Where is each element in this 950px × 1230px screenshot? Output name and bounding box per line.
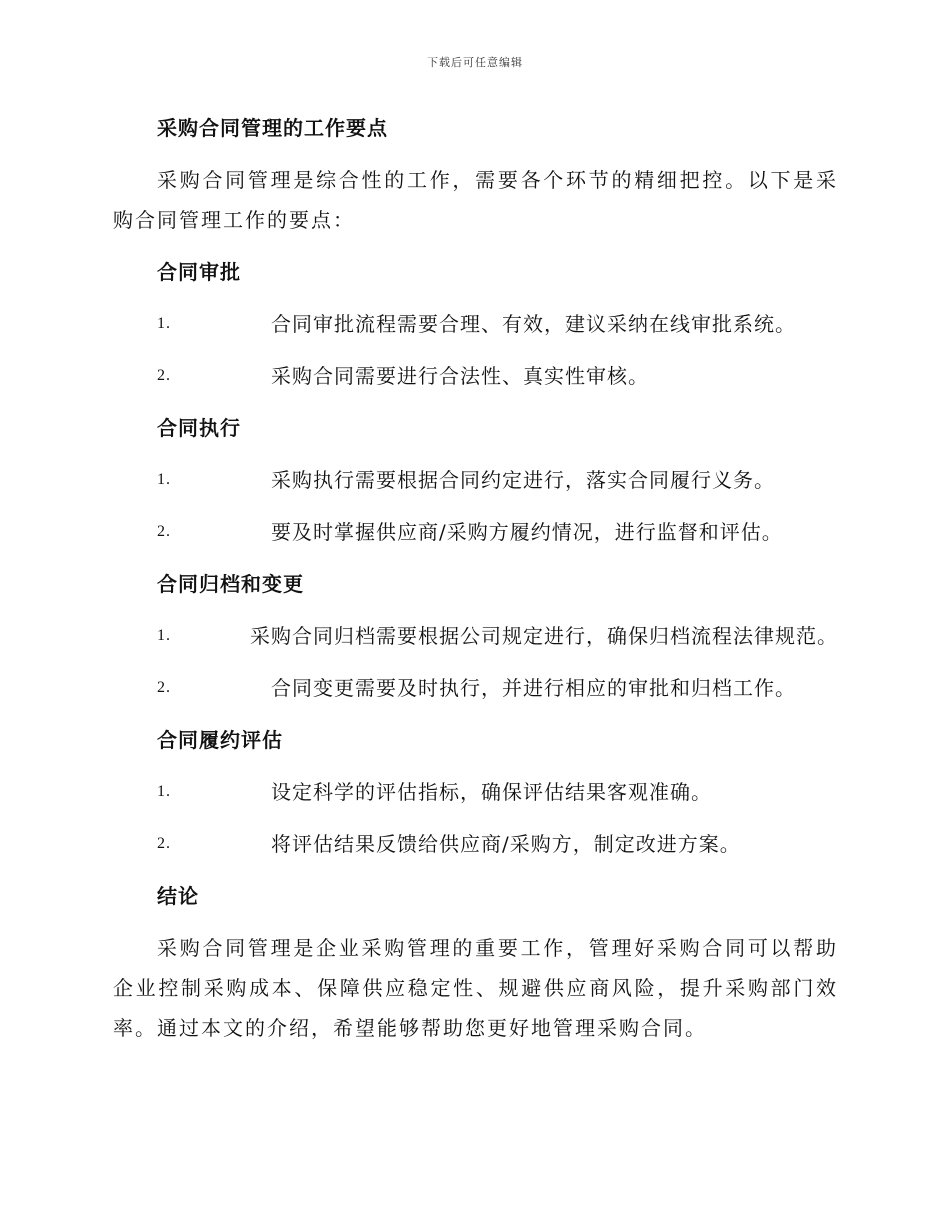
list-text: 采购合同归档需要根据公司规定进行，确保归档流程法律规范。 — [250, 624, 838, 648]
list-text: 要及时掌握供应商/采购方履约情况，进行监督和评估。 — [271, 520, 783, 544]
list-text: 采购执行需要根据合同约定进行，落实合同履行义务。 — [271, 468, 775, 492]
list-text: 将评估结果反馈给供应商/采购方，制定改进方案。 — [271, 832, 741, 856]
list-item — [113, 304, 838, 344]
list-item — [113, 616, 838, 656]
section-heading-approval: 合同审批 — [157, 260, 241, 284]
list-text: 设定科学的评估指标，确保评估结果客观准确。 — [271, 780, 712, 804]
list-item — [113, 772, 838, 812]
list-number: 1. — [157, 783, 171, 800]
list-number: 1. — [157, 627, 171, 644]
list-item — [113, 460, 838, 500]
document-title: 采购合同管理的工作要点 — [157, 116, 388, 140]
list-number: 1. — [157, 471, 171, 488]
list-text: 合同变更需要及时执行，并进行相应的审批和归档工作。 — [271, 676, 796, 700]
list-item — [113, 512, 838, 552]
list-number: 2. — [157, 835, 171, 852]
list-text: 合同审批流程需要合理、有效，建议采纳在线审批系统。 — [271, 312, 796, 336]
list-number: 2. — [157, 367, 171, 384]
list-item — [113, 356, 838, 396]
section-heading-conclusion: 结论 — [157, 884, 199, 908]
list-number: 2. — [157, 679, 171, 696]
list-number: 2. — [157, 523, 171, 540]
document-body — [113, 108, 838, 1048]
section-heading-evaluation: 合同履约评估 — [157, 728, 283, 752]
section-heading-archive: 合同归档和变更 — [157, 572, 304, 596]
list-item — [113, 668, 838, 708]
list-text: 采购合同需要进行合法性、真实性审核。 — [271, 364, 649, 388]
header-note: 下载后可任意编辑 — [427, 56, 523, 69]
list-item — [113, 824, 838, 864]
list-number: 1. — [157, 315, 171, 332]
intro-paragraph: 采购合同管理是综合性的工作，需要各个环节的精细把控。以下是采购合同管理工作的要点： — [113, 168, 838, 232]
section-heading-execution: 合同执行 — [157, 416, 241, 440]
conclusion-paragraph: 采购合同管理是企业采购管理的重要工作，管理好采购合同可以帮助企业控制采购成本、保障供应稳定性、规避供应商风险，提升采购部门效率。通过本文的介绍，希望能够帮助您更好地管理采购合同。 — [113, 936, 838, 1040]
